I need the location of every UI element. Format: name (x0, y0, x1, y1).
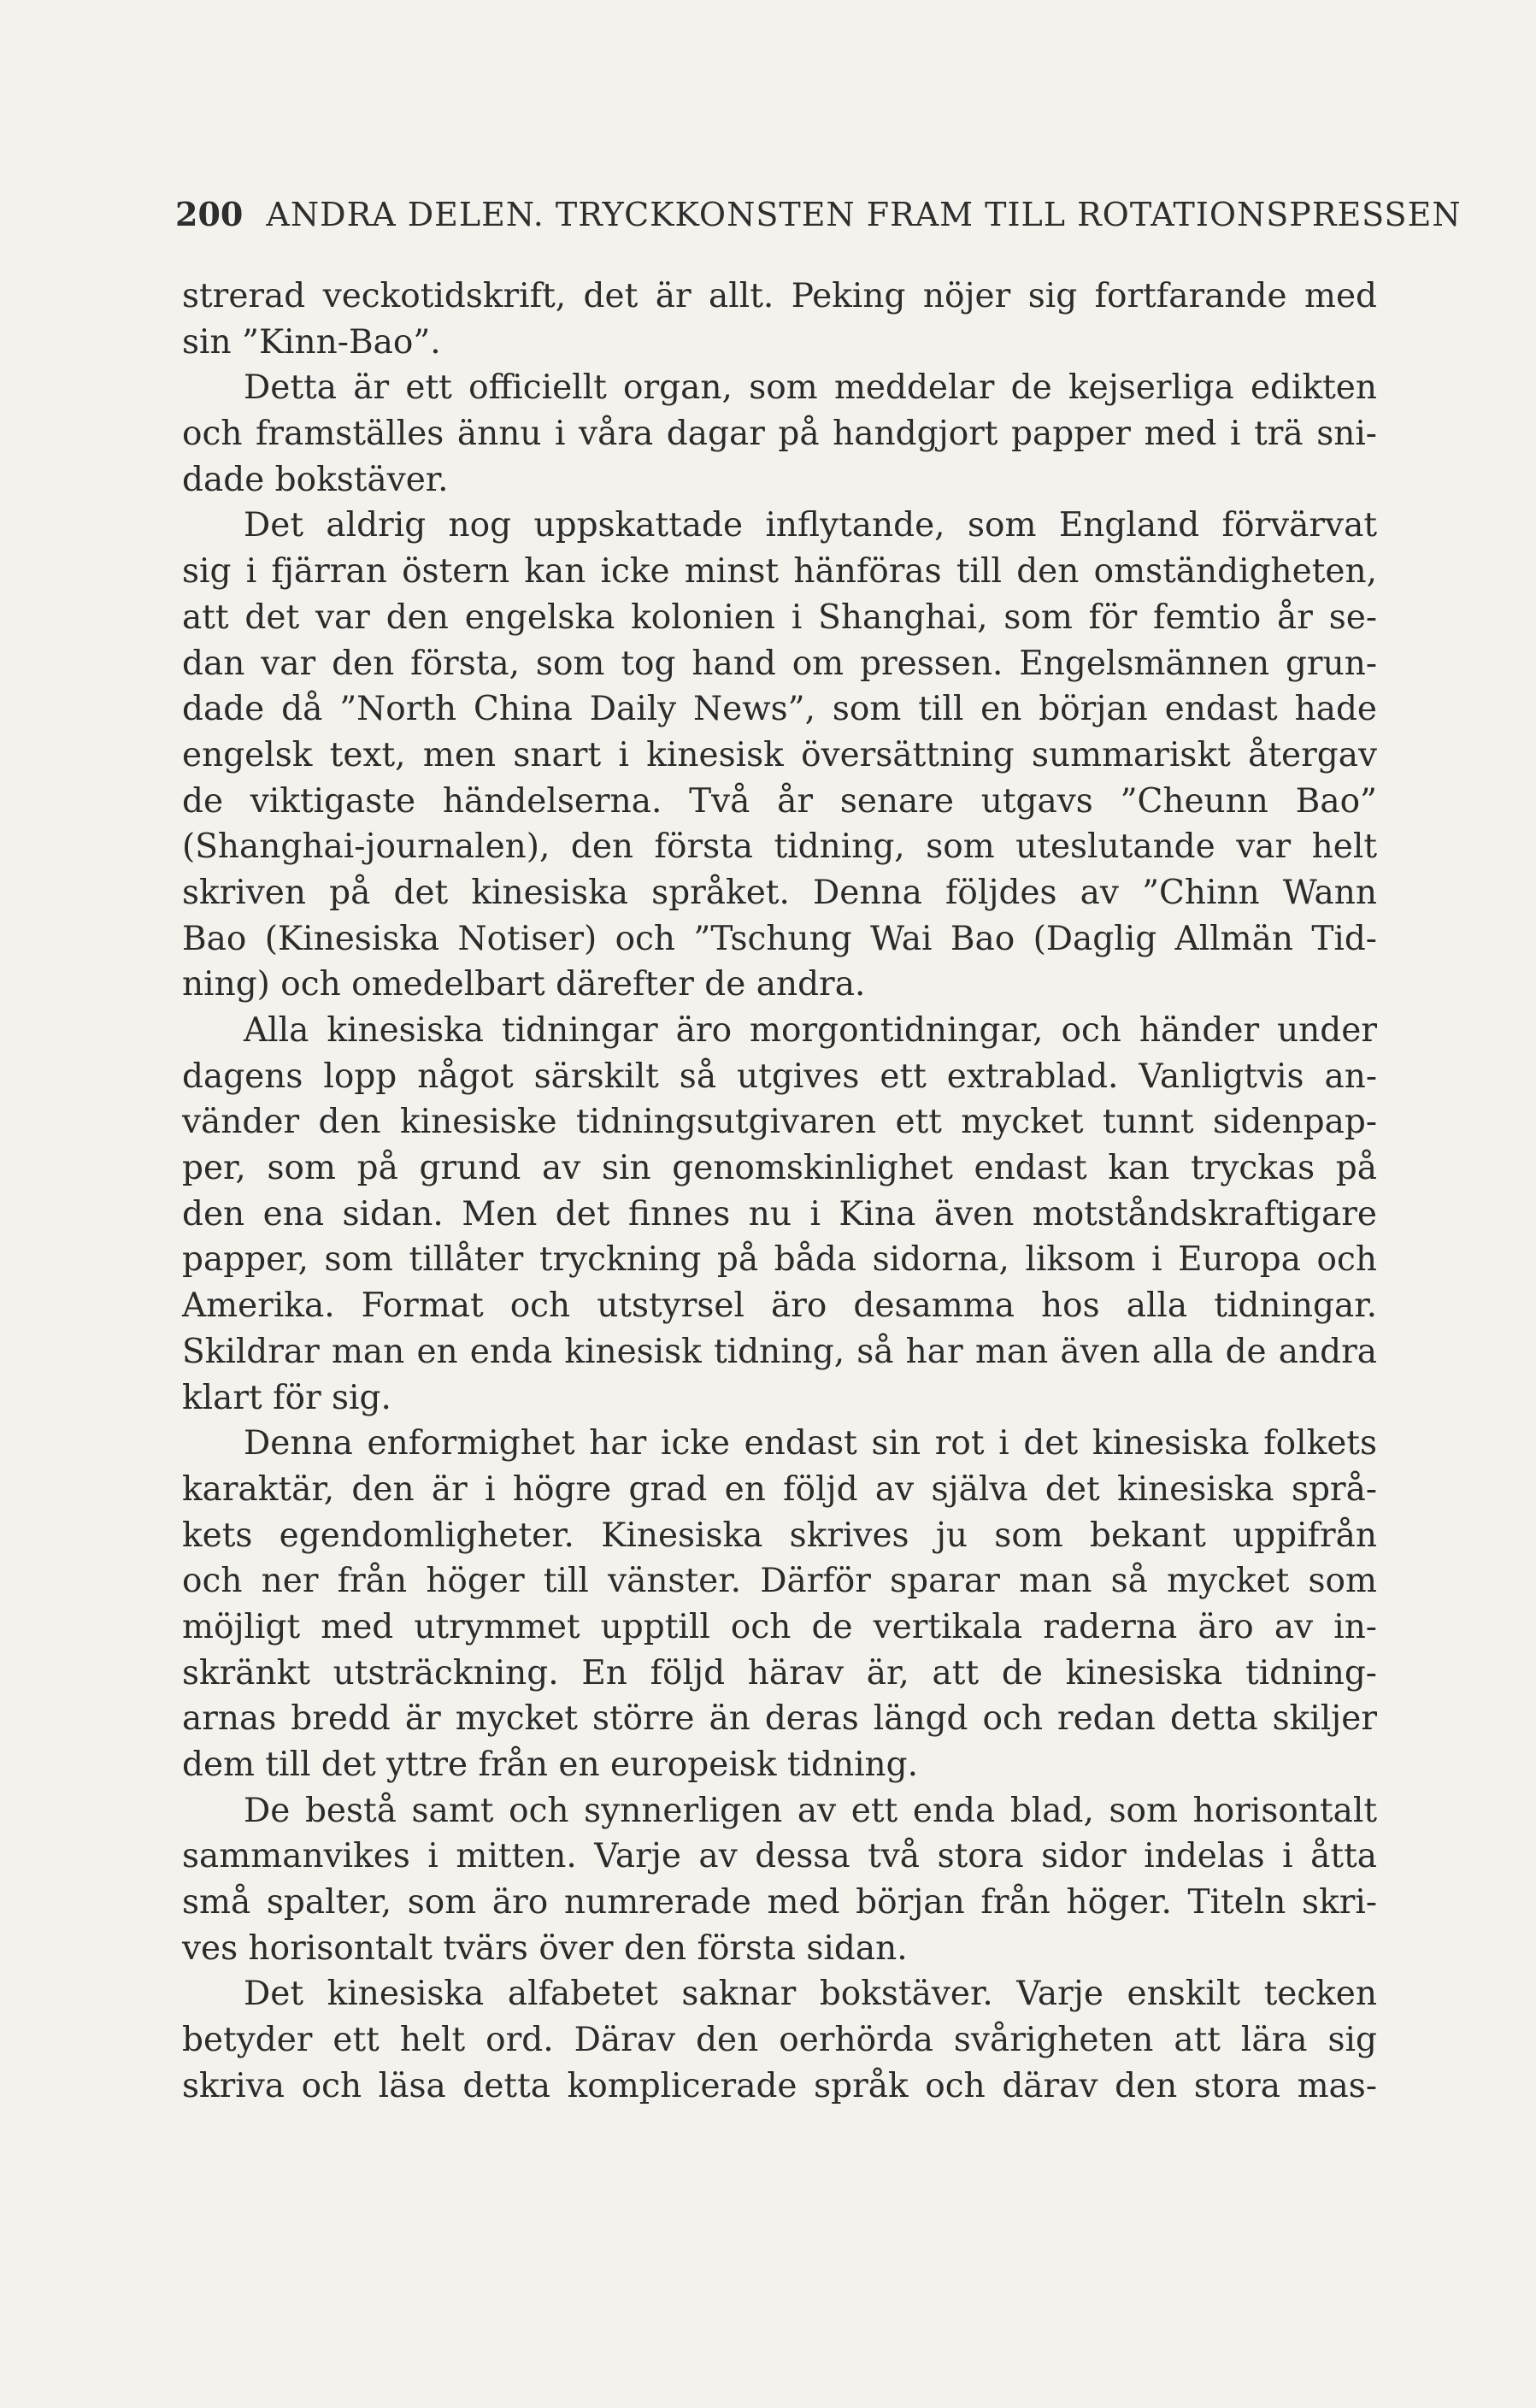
text-line: papper, som tillåter tryckning på båda sidorna, liksom i Europa och (182, 1240, 1377, 1280)
text-line: strerad veckotidskrift, det är allt. Peking nöjer sig fortfarande med (182, 277, 1377, 315)
text-line: små spalter, som äro numrerade med början från höger. Titeln skri- (182, 1883, 1377, 1922)
text-line: sig i fjärran östern kan icke minst hänföras till den omständigheten, (182, 552, 1377, 592)
text-line: vänder den kinesiske tidningsutgivaren ett mycket tunnt sidenpap- (182, 1103, 1377, 1142)
text-line: skränkt utsträckning. En följd härav är, att de kinesiska tidning- (182, 1653, 1377, 1693)
text-line: arnas bredd är mycket större än deras längd och redan detta skiljer (182, 1699, 1377, 1739)
body-text (182, 274, 1377, 2110)
running-header (175, 195, 1462, 233)
text-line: att det var den engelska kolonien i Shanghai, som för femtio år se- (182, 598, 1377, 637)
text-line: dan var den första, som tog hand om pressen. Engelsmännen grun- (182, 644, 1377, 683)
text-line: sammanvikes i mitten. Varje av dessa två stora sidor indelas i åtta (182, 1837, 1377, 1876)
text-line: de viktigaste händelserna. Två år senare utgavs ”Cheunn Bao” (182, 781, 1377, 821)
text-line: Detta är ett officiellt organ, som meddelar de kejserliga edikten (244, 368, 1377, 408)
text-line: dade bokstäver. (182, 460, 449, 499)
text-line: kets egendomligheter. Kinesiska skrives ju som bekant uppifrån (182, 1516, 1377, 1555)
text-line: betyder ett helt ord. Därav den oerhörda svårigheten att lära sig (182, 2021, 1377, 2060)
text-line: per, som på grund av sin genomskinlighet endast kan tryckas på (182, 1149, 1377, 1188)
text-line: dade då ”North China Daily News”, som till en början endast hade (182, 690, 1377, 729)
text-line: skriven på det kinesiska språket. Denna följdes av ”Chinn Wann (182, 873, 1377, 912)
text-line: Det kinesiska alfabetet saknar bokstäver. Varje enskilt tecken (244, 1975, 1377, 2014)
text-line: skriva och läsa detta komplicerade språk och därav den stora mas- (182, 2066, 1377, 2105)
text-line: möjligt med utrymmet upptill och de vertikala raderna äro av in- (182, 1607, 1377, 1646)
text-line: och framställes ännu i våra dagar på handgjort papper med i trä sni- (182, 415, 1377, 454)
text-line: Denna enformighet har icke endast sin rot i det kinesiska folkets (244, 1424, 1377, 1463)
text-line: och ner från höger till vänster. Därför sparar man så mycket som (182, 1562, 1377, 1601)
text-line: sin ”Kinn-Bao”. (182, 322, 441, 362)
text-line: klart för sig. (182, 1378, 391, 1417)
text-line: Skildrar man en enda kinesisk tidning, så har man även alla de andra (182, 1332, 1377, 1371)
text-line: Bao (Kinesiska Notiser) och ”Tschung Wai Bao (Daglig Allmän Tid- (182, 919, 1377, 958)
page-number: 200 (175, 195, 244, 233)
text-line: Alla kinesiska tidningar äro morgontidningar, och händer under (244, 1011, 1377, 1050)
text-line: Amerika. Format och utstyrsel äro desamma hos alla tidningar. (182, 1286, 1377, 1326)
text-line: karaktär, den är i högre grad en följd av själva det kinesiska språ- (182, 1469, 1377, 1509)
text-line: engelsk text, men snart i kinesisk översättning summariskt återgav (182, 735, 1377, 774)
text-line: Det aldrig nog uppskattade inflytande, som England förvärvat (244, 506, 1377, 545)
text-line: (Shanghai-journalen), den första tidning, som uteslutande var helt (182, 827, 1377, 867)
text-line: dem till det yttre från en europeisk tidning. (182, 1746, 919, 1784)
text-line: dagens lopp något särskilt så utgives ett extrablad. Vanligtvis an- (182, 1057, 1377, 1096)
text-line: De bestå samt och synnerligen av ett enda blad, som horisontalt (244, 1791, 1377, 1830)
text-line: den ena sidan. Men det finnes nu i Kina även motståndskraftigare (182, 1194, 1377, 1233)
running-title: ANDRA DELEN. TRYCKKONSTEN FRAM TILL ROTATIONSPRESSEN (266, 196, 1462, 233)
text-line: ning) och omedelbart därefter de andra. (182, 965, 866, 1004)
text-line: ves horisontalt tvärs över den första sidan. (182, 1928, 908, 1968)
